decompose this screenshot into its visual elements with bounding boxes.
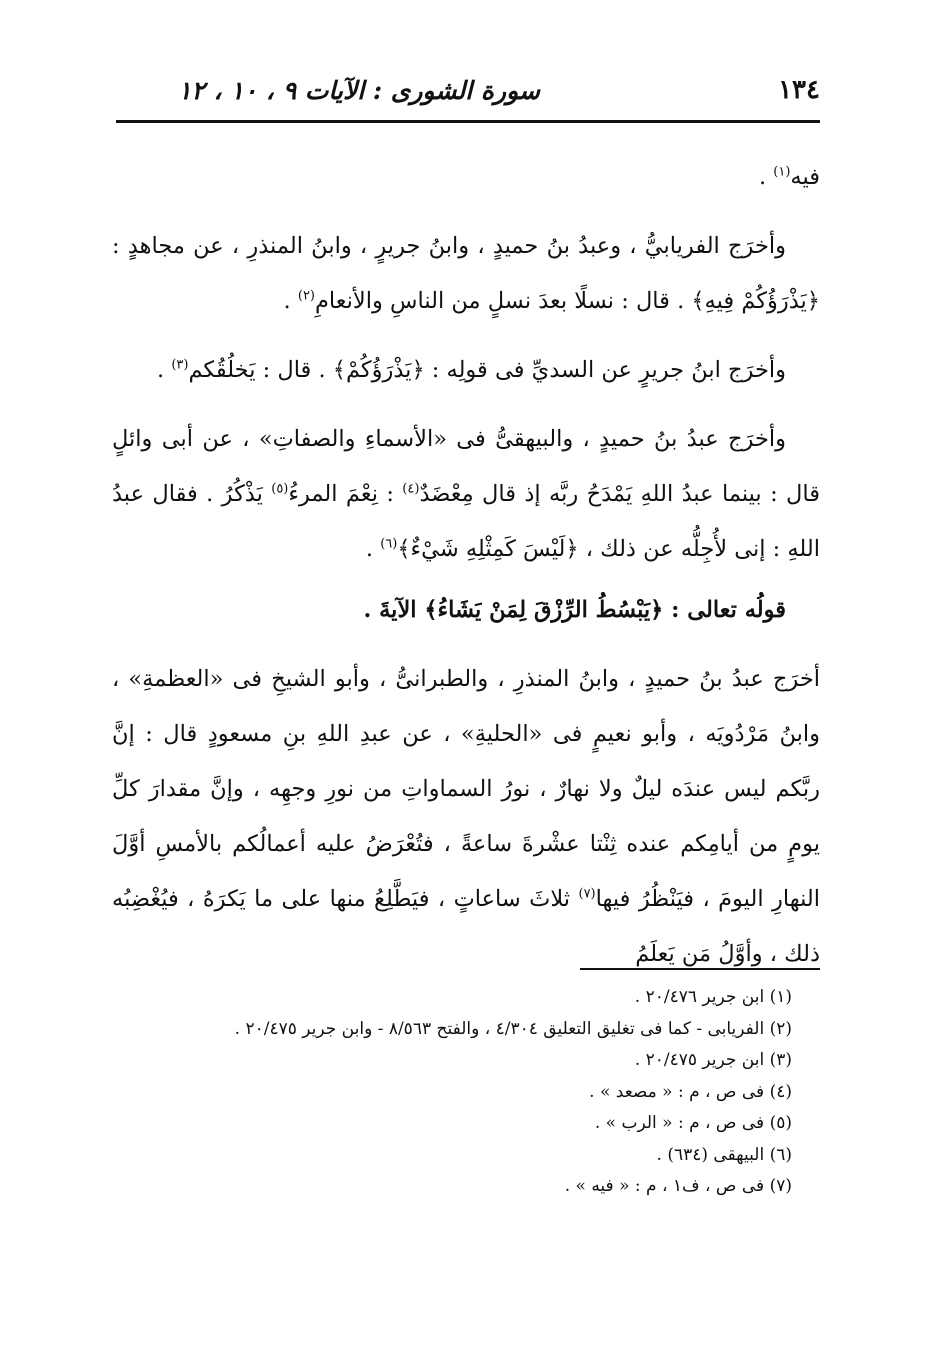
- footnotes: [120, 982, 792, 1203]
- footnote-ref: (٦): [380, 536, 398, 552]
- footnote-7: (٧) فى ص ، ف١ ، م : « فيه » .: [564, 1176, 792, 1196]
- paragraph-2: وأخرَج الفريابيُّ ، وعبدُ بنُ حميدٍ ، وابنُ جريرٍ ، وابنُ المنذرِ ، عن مجاهدٍ : ﴿يَذْرَؤُكُمْ فِيهِ﴾ . قال : نسلًا بعدَ نسلٍ من الناسِ والأنعامِ$^{(٢)}$ .: [112, 233, 820, 314]
- footnote-ref: (٢): [297, 288, 315, 304]
- paragraph-1: فيه$^{(١)}$ .: [758, 164, 820, 190]
- page-number: ١٣٤: [778, 75, 820, 105]
- footnote-3: (٣) ابن جرير ٢٠/٤٧٥ .: [634, 1050, 792, 1070]
- footnote-5: (٥) فى ص ، م : « الرب » .: [594, 1113, 792, 1133]
- paragraph-4: وأخرَج عبدُ بنُ حميدٍ ، والبيهقىُّ فى «الأسماءِ والصفاتِ» ، عن أبى وائلٍ قال : بينما عبدُ اللهِ يَمْدَحُ ربَّه إذ قال مِعْضَدٌ$^{(٤)}$ : نِعْمَ المرءُ$^{(٥)}$ يَذْكُرُ . فقال عبدُ اللهِ : إنى لأُجِلُّه عن ذلك ، ﴿لَيْسَ كَمِثْلِهِ شَيْءٌ﴾$^{(٦)}$ .: [112, 426, 820, 562]
- footnote-2: (٢) الفريابى - كما فى تغليق التعليق ٤/٣٠٤ ، والفتح ٨/٥٦٣ - وابن جرير ٢٠/٤٧٥ .: [234, 1018, 792, 1039]
- footnotes-rule: [580, 968, 820, 970]
- body-text: [112, 150, 820, 982]
- footnote-ref: (١): [773, 164, 791, 180]
- footnote-4: (٤) فى ص ، م : « مصعد » .: [589, 1081, 792, 1102]
- page-header: [116, 70, 820, 110]
- paragraph-3: وأخرَج ابنُ جريرٍ عن السديِّ فى قولِه : ﴿يَذْرَؤُكُمْ﴾ . قال : يَخلُقُكم$^{(٣)}$ .: [157, 357, 786, 383]
- header-rule: [116, 120, 820, 123]
- footnote-ref: (٧): [578, 886, 596, 902]
- footnote-ref: (٤): [402, 481, 420, 497]
- footnote-ref: (٣): [171, 357, 189, 373]
- footnote-1: (١) ابن جرير ٢٠/٤٧٦ .: [634, 987, 792, 1007]
- section-heading: قولُه تعالى : ﴿يَبْسُطُ الرِّزْقَ لِمَنْ يَشَاءُ﴾ الآيةَ .: [363, 597, 786, 623]
- footnote-6: (٦) البيهقى (٦٣٤) .: [656, 1144, 792, 1165]
- running-title: سورة الشورى : الآيات ٩ ، ١٠ ، ١٢: [178, 75, 540, 105]
- footnote-ref: (٥): [271, 481, 289, 497]
- paragraph-5: أخرَج عبدُ بنُ حميدٍ ، وابنُ المنذرِ ، والطبرانىُّ ، وأبو الشيخِ فى «العظمةِ» ، وابنُ مَرْدُويَه ، وأبو نعيمٍ فى «الحليةِ» ، عن عبدِ اللهِ بنِ مسعودٍ قال : إنَّ ربَّكم ليس عندَه ليلٌ ولا نهارٌ ، نورُ السماواتِ من نورِ وجهِه ، وإنَّ مقدارَ كلِّ يومٍ من أيامِكم عنده ثِنْتا عشْرةَ ساعةً ، فتُعْرَضُ عليه أعمالُكم بالأمسِ أوَّلَ النهارِ اليومَ ، فيَنْظُرُ فيها$^{(٧)}$ ثلاثَ ساعاتٍ ، فيَطَّلِعُ منها على ما يَكرَهُ ، فيُغْضِبُه ذلك ، وأوَّلُ مَن يَعلَمُ: [112, 666, 820, 967]
